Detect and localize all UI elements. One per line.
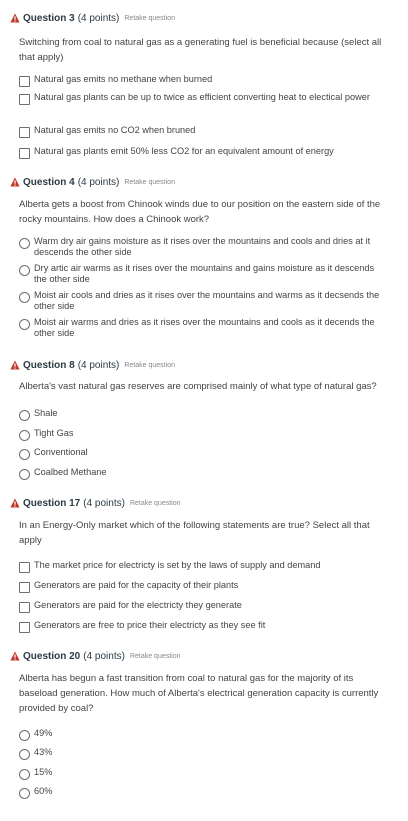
retake-question-link[interactable]: Retake question [124,361,175,369]
checkbox[interactable] [19,94,30,105]
question-number: Question 20 [23,650,81,662]
checkbox[interactable] [19,602,30,613]
answer-option[interactable] [19,125,384,138]
answer-option[interactable] [19,620,384,633]
answer-option-label: Moist air cools and dries as it rises over the mountains and warms as it decsends the other side [34,290,380,311]
answer-option[interactable] [19,290,384,312]
warning-icon [10,360,20,370]
answer-option-label: Tight Gas [34,428,74,438]
radio-button[interactable] [19,788,30,799]
checkbox[interactable] [19,127,30,138]
radio-button[interactable] [19,319,30,330]
radio-button[interactable] [19,430,30,441]
answer-option-label: Natural gas plants emit 50% less CO2 for an equivalent amount of energy [34,146,334,156]
radio-button[interactable] [19,749,30,760]
answer-option[interactable] [19,580,384,593]
answer-option[interactable] [19,747,384,760]
answer-option[interactable] [19,74,384,87]
question-number: Question 3 [23,12,75,24]
question-points: (4 points) [77,176,120,188]
answer-option[interactable] [19,317,384,339]
answer-option-label: Shale [34,408,58,418]
answer-option-label: 60% [34,786,53,796]
radio-button[interactable] [19,292,30,303]
answer-option-label: Conventional [34,447,88,457]
answer-option-label: 49% [34,728,53,738]
answer-option-label: 43% [34,747,53,757]
question-points: (4 points) [83,650,125,662]
question-prompt: Alberta has begun a fast transition from coal to natural gas for the majority of its baseload generation. How much of Alberta's electrical generation capacity is currently provided by coal? [19,673,379,714]
answer-option-label: Moist air warms and dries as it rises over the mountains and cools as it decends the other side [34,317,375,338]
answer-option-label: Natural gas plants can be up to twice as efficient converting heat to electical power [34,92,370,102]
answer-option-label: Natural gas emits no CO2 when bruned [34,125,196,135]
answer-option-label: Generators are free to price their electricty as they see fit [34,620,266,630]
question-points: (4 points) [77,359,120,371]
retake-question-link[interactable]: Retake question [124,14,175,22]
retake-question-link[interactable]: Retake question [129,499,181,507]
warning-icon [10,177,20,187]
answer-option-label: Warm dry air gains moisture as it rises over the mountains and cools and dries at it descends the other side [34,236,371,257]
answer-option[interactable] [19,600,384,613]
answer-option[interactable] [19,728,384,741]
answer-option[interactable] [19,786,384,799]
radio-button[interactable] [19,769,30,780]
question-prompt: In an Energy-Only market which of the following statements are true? Select all that apply [19,520,370,546]
retake-question-link[interactable]: Retake question [124,178,175,186]
answer-option-label: Generators are paid for the electricty they generate [34,600,242,610]
question-number: Question 8 [23,359,75,371]
answer-option[interactable] [19,236,384,258]
answer-option-label: Coalbed Methane [34,467,107,477]
question-points: (4 points) [83,497,125,509]
question-points: (4 points) [77,12,120,24]
question-number: Question 4 [23,176,75,188]
answer-option[interactable] [19,408,384,421]
answer-option[interactable] [19,146,384,159]
warning-icon [10,13,20,23]
question-number: Question 17 [23,497,81,509]
question-prompt: Switching from coal to natural gas as a generating fuel is beneficial because (select all that apply) [19,37,382,63]
radio-button[interactable] [19,238,30,249]
checkbox[interactable] [19,562,30,573]
radio-button[interactable] [19,265,30,276]
answer-option[interactable] [19,447,384,460]
question-header [10,11,175,25]
question-prompt: Alberta's vast natural gas reserves are comprised mainly of what type of natural gas? [19,381,377,392]
radio-button[interactable] [19,410,30,421]
answer-option-label: 15% [34,767,53,777]
answer-option[interactable] [19,467,384,480]
warning-icon [10,498,20,508]
radio-button[interactable] [19,469,30,480]
answer-option[interactable] [19,428,384,441]
radio-button[interactable] [19,449,30,460]
checkbox[interactable] [19,76,30,87]
question-header [10,649,181,663]
radio-button[interactable] [19,730,30,741]
question-prompt: Alberta gets a boost from Chinook winds due to our position on the eastern side of the rocky mountains. How does a Chinook work? [19,199,381,225]
answer-option[interactable] [19,767,384,780]
answer-option-label: The market price for electricty is set by the laws of supply and demand [34,560,321,570]
checkbox[interactable] [19,582,30,593]
answer-option-label: Natural gas emits no methane when burned [34,74,213,84]
checkbox[interactable] [19,148,30,159]
answer-option-label: Generators are paid for the capacity of their plants [34,580,239,590]
answer-option[interactable] [19,263,384,285]
answer-option-label: Dry artic air warms as it rises over the mountains and gains moisture as it descends the other side [34,263,375,284]
question-header [10,175,175,189]
question-header [10,358,175,372]
answer-option[interactable] [19,560,384,573]
retake-question-link[interactable]: Retake question [129,652,181,660]
question-header [10,496,181,510]
answer-option[interactable] [19,92,384,105]
checkbox[interactable] [19,622,30,633]
warning-icon [10,651,20,661]
